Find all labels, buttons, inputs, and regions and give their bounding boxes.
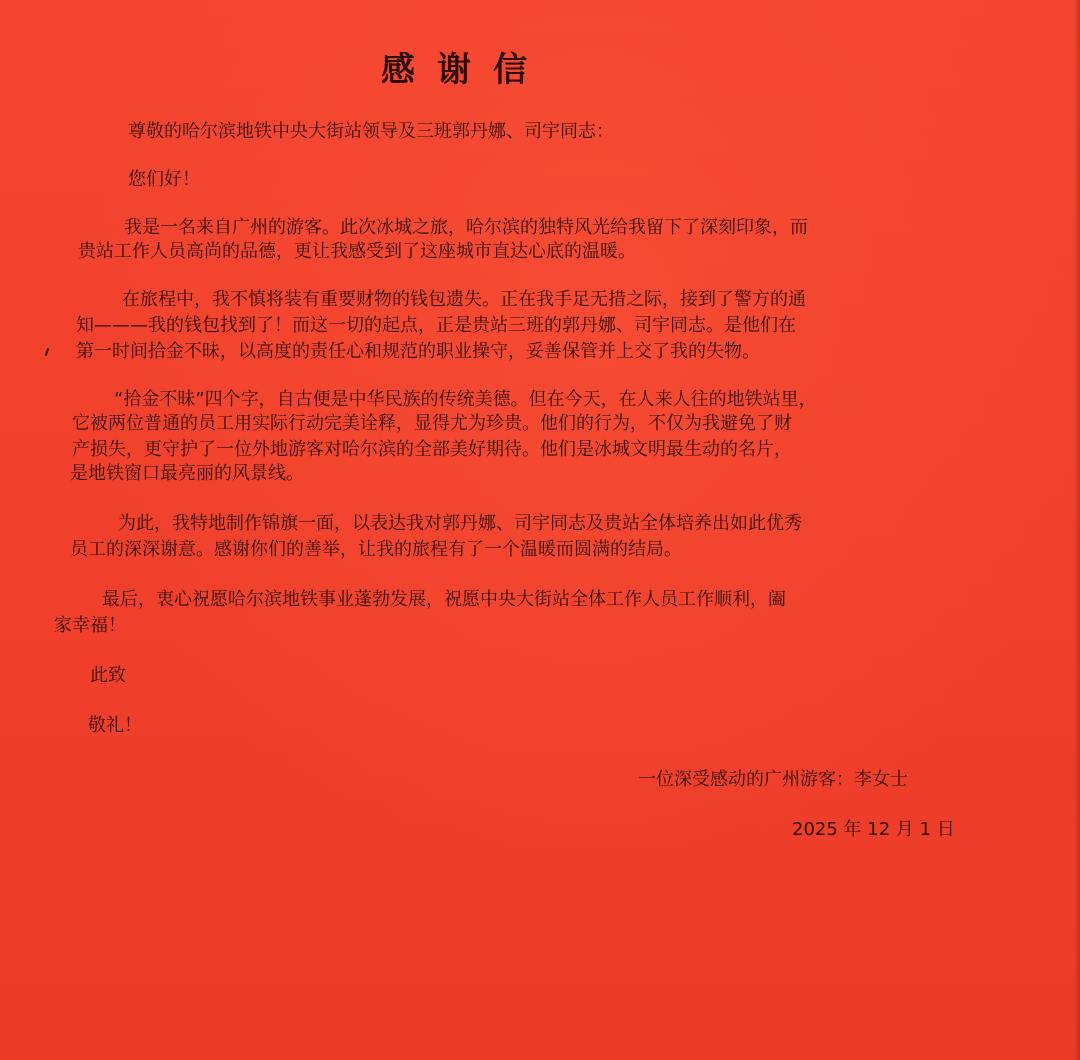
salutation: 尊敬的哈尔滨地铁中央大街站领导及三班郭丹娜、司宇同志： — [128, 121, 614, 142]
paper-edge-shadow — [1074, 0, 1080, 1060]
paragraph-3-line-1: “拾金不昧”四个字，自古便是中华民族的传统美德。但在今天，在人来人往的地铁站里， — [114, 389, 817, 410]
stray-ink-mark — [45, 348, 50, 356]
paragraph-4-line-1: 为此，我特地制作锦旗一面，以表达我对郭丹娜、司宇同志及贵站全体培养出如此优秀 — [118, 513, 802, 534]
closing-jing-li: 敬礼！ — [88, 715, 142, 736]
signature: 一位深受感动的广州游客：李女士 — [638, 769, 908, 790]
paragraph-1-line-1: 我是一名来自广州的游客。此次冰城之旅，哈尔滨的独特风光给我留下了深刻印象，而 — [124, 217, 808, 238]
paragraph-5-line-2: 家幸福！ — [54, 615, 126, 636]
paragraph-3-line-4: 是地铁窗口最亮丽的风景线。 — [70, 463, 304, 484]
greeting: 您们好！ — [128, 169, 200, 190]
paragraph-2-line-2: 知———我的钱包找到了！而这一切的起点，正是贵站三班的郭丹娜、司宇同志。是他们在 — [76, 315, 796, 336]
letter-date: 2025 年 12 月 1 日 — [792, 819, 955, 840]
paragraph-2-line-1: 在旅程中，我不慎将装有重要财物的钱包遗失。正在我手足无措之际，接到了警方的通 — [122, 289, 806, 310]
paragraph-3-line-3: 产损失，更守护了一位外地游客对哈尔滨的全部美好期待。他们是冰城文明最生动的名片， — [72, 439, 792, 460]
paragraph-3-line-2: 它被两位普通的员工用实际行动完美诠释，显得尤为珍贵。他们的行为，不仅为我避免了财 — [72, 413, 792, 434]
paragraph-4-line-2: 员工的深深谢意。感谢你们的善举，让我的旅程有了一个温暖而圆满的结局。 — [70, 539, 682, 560]
paragraph-1-line-2: 贵站工作人员高尚的品德，更让我感受到了这座城市直达心底的温暖。 — [78, 241, 636, 262]
paragraph-5-line-1: 最后，衷心祝愿哈尔滨地铁事业蓬勃发展，祝愿中央大街站全体工作人员工作顺利，阖 — [102, 589, 786, 610]
letter-title: 感谢信 — [381, 50, 549, 90]
paragraph-2-line-3: 第一时间拾金不昧，以高度的责任心和规范的职业操守，妥善保管并上交了我的失物。 — [76, 341, 760, 362]
closing-ci-zhi: 此致 — [90, 665, 126, 686]
